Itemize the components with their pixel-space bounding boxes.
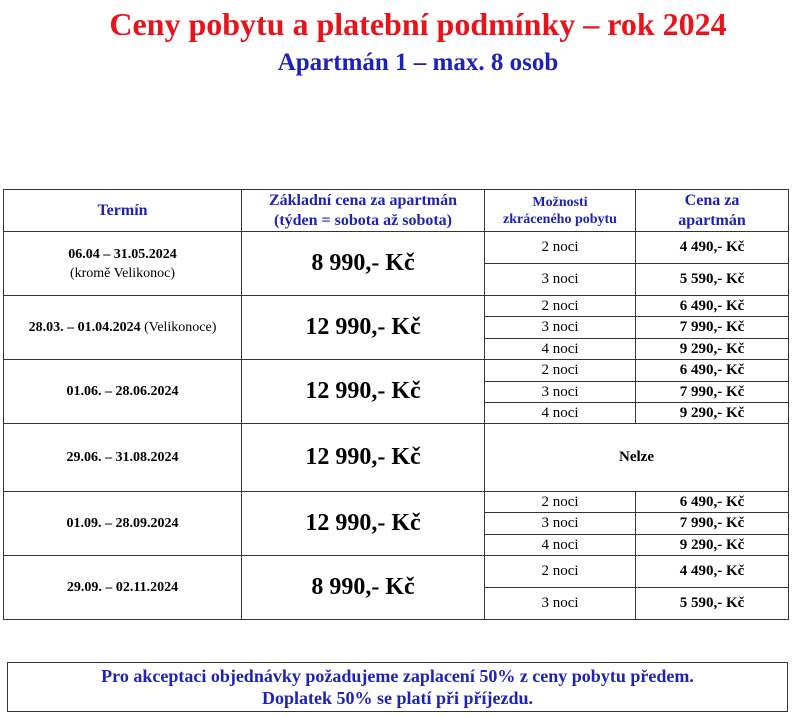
- option-price: 4 490,- Kč: [636, 232, 789, 264]
- base-price: 12 990,- Kč: [242, 296, 485, 360]
- page-subtitle: Apartmán 1 – max. 8 osob: [277, 49, 559, 76]
- term-note: (Velikonoce): [144, 320, 217, 335]
- nights-option: 2 noci: [485, 232, 636, 264]
- nights-option: 3 noci: [485, 382, 636, 403]
- nights-option: 3 noci: [485, 513, 636, 535]
- option-price: 5 590,- Kč: [636, 264, 789, 296]
- table-row: [4, 424, 789, 492]
- table-row: [4, 556, 789, 588]
- option-price: 6 490,- Kč: [636, 360, 789, 382]
- option-price: 6 490,- Kč: [636, 296, 789, 317]
- base-price: 12 990,- Kč: [242, 360, 485, 424]
- payment-terms-line2: Doplatek 50% se platí při příjezdu.: [261, 688, 533, 708]
- option-price: 7 990,- Kč: [636, 317, 789, 339]
- nights-option: 2 noci: [485, 556, 636, 588]
- term-cell: [4, 296, 242, 360]
- header-term: Termín: [4, 190, 242, 232]
- table-row: [4, 296, 789, 317]
- term-note: (kromě Velikonoc): [69, 265, 176, 281]
- header-short-stay: [485, 190, 636, 232]
- option-price: 6 490,- Kč: [636, 492, 789, 513]
- nights-option: 2 noci: [485, 492, 636, 513]
- term-cell: 29.09. – 02.11.2024: [4, 556, 242, 620]
- term-cell: [4, 232, 242, 296]
- table-row: [4, 360, 789, 382]
- option-price: 9 290,- Kč: [636, 403, 789, 424]
- header-apartment-price: [636, 190, 789, 232]
- payment-terms-line1: Pro akceptaci objednávky požadujeme zaplacení 50% z ceny pobytu předem.: [101, 666, 694, 686]
- payment-terms-box: [7, 662, 788, 712]
- header-base-price: [242, 190, 485, 232]
- header-short-line2: zkráceného pobytu: [503, 211, 617, 227]
- term-cell: 01.09. – 28.09.2024: [4, 492, 242, 556]
- header-short-line1: Možnosti: [532, 194, 588, 210]
- header-price-line2: apartmán: [678, 211, 746, 229]
- nights-option: 3 noci: [485, 588, 636, 620]
- option-price: 9 290,- Kč: [636, 339, 789, 360]
- term-dates: 28.03. – 01.04.2024: [28, 320, 141, 335]
- header-base-line1: Základní cena za apartmán: [268, 191, 457, 209]
- base-price: 12 990,- Kč: [242, 424, 485, 492]
- table-row: [4, 232, 789, 264]
- table-row: [4, 492, 789, 513]
- option-price: 5 590,- Kč: [636, 588, 789, 620]
- option-price: 7 990,- Kč: [636, 513, 789, 535]
- term-dates: 06.04 – 31.05.2024: [68, 246, 177, 262]
- table-header-row: [4, 190, 789, 232]
- nights-option: 3 noci: [485, 264, 636, 296]
- base-price: 12 990,- Kč: [242, 492, 485, 556]
- nights-option: 2 noci: [485, 296, 636, 317]
- page-title: Ceny pobytu a platební podmínky – rok 2024: [109, 6, 727, 42]
- header-base-line2: (týden = sobota až sobota): [273, 211, 452, 229]
- option-price: 9 290,- Kč: [636, 535, 789, 556]
- nights-option: 4 noci: [485, 339, 636, 360]
- base-price: 8 990,- Kč: [242, 556, 485, 620]
- nights-option: 4 noci: [485, 535, 636, 556]
- term-cell: 01.06. – 28.06.2024: [4, 360, 242, 424]
- no-short-stay: Nelze: [485, 424, 789, 492]
- option-price: 7 990,- Kč: [636, 382, 789, 403]
- base-price: 8 990,- Kč: [242, 232, 485, 296]
- term-cell: 29.06. – 31.08.2024: [4, 424, 242, 492]
- option-price: 4 490,- Kč: [636, 556, 789, 588]
- nights-option: 3 noci: [485, 317, 636, 339]
- nights-option: 2 noci: [485, 360, 636, 382]
- price-table: [3, 189, 789, 620]
- nights-option: 4 noci: [485, 403, 636, 424]
- header-price-line1: Cena za: [684, 191, 740, 209]
